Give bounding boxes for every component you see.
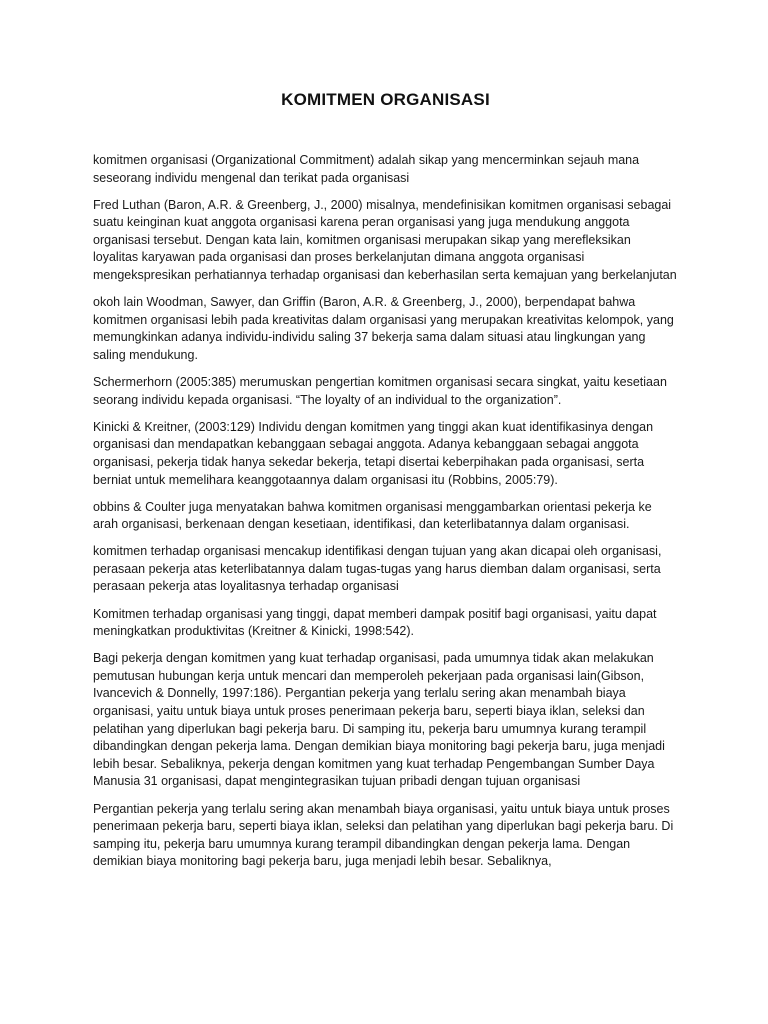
paragraph-fred-luthan: Fred Luthan (Baron, A.R. & Greenberg, J., 2000) misalnya, mendefinisikan komitmen organisasi sebagai suatu keinginan kuat anggota organisasi karena peran organisasi yang juga mendukung anggota organisasi tersebut. Dengan kata lain, komitmen organisasi merupakan sikap yang merefleksikan loyalitas karyawan pada organisasi dan proses berkelanjutan dimana anggota organisasi mengekspresikan perhatiannya terhadap organisasi dan keberhasilan serta kemajuan yang berkelanjutan bbox=[93, 197, 677, 283]
paragraph-identification: komitmen terhadap organisasi mencakup identifikasi dengan tujuan yang akan dicapai oleh organisasi, perasaan pekerja atas keterlibatannya dalam tugas-tugas yang harus diemban dalam organisasi, serta perasaan pekerja atas loyalitasnya terhadap organisasi bbox=[93, 544, 662, 594]
paragraph-woodman: okoh lain Woodman, Sawyer, dan Griffin (Baron, A.R. & Greenberg, J., 2000), berpendapat bahwa komitmen organisasi lebih pada kreativitas dalam organisasi yang merupakan kreativitas kelompok, yang memungkinkan adanya individu-individu saling 37 bekerja sama dalam situasi atau lingkungan yang saling mendukung. bbox=[93, 295, 674, 362]
paragraph-definition: komitmen organisasi (Organizational Commitment) adalah sikap yang mencerminkan sejauh mana seseorang individu mengenal dan terikat pada organisasi bbox=[93, 153, 640, 185]
paragraph-schermerhorn: Schermerhorn (2005:385) merumuskan pengertian komitmen organisasi secara singkat, yaitu kesetiaan seorang individu kepada organisasi. “The loyalty of an individual to the organization”. bbox=[93, 375, 667, 407]
paragraph-high-commitment: Komitmen terhadap organisasi yang tinggi, dapat memberi dampak positif bagi organisasi, yaitu dapat meningkatkan produktivitas (Kreitner & Kinicki, 1998:542). bbox=[93, 606, 657, 639]
paragraph-robbins-coulter: obbins & Coulter juga menyatakan bahwa komitmen organisasi menggambarkan orientasi pekerja ke arah organisasi, berkenaan dengan kesetiaan, identifikasi, dan keterlibatannya dalam organisasi. bbox=[93, 499, 652, 532]
paragraph-turnover: Pergantian pekerja yang terlalu sering akan menambah biaya organisasi, yaitu untuk biaya untuk proses penerimaan pekerja baru, seperti biaya iklan, seleksi dan pelatihan yang diperlukan bagi pekerja baru. Di samping itu, pekerja baru umumnya kurang terampil dibandingkan dengan pekerja lama. Dengan demikian biaya monitoring bagi pekerja baru, juga menjadi lebih besar. Sebaliknya, bbox=[93, 801, 674, 869]
paragraph-strong-commitment: Bagi pekerja dengan komitmen yang kuat terhadap organisasi, pada umumnya tidak akan melakukan pemutusan hubungan kerja untuk mencari dan memperoleh pekerjaan pada organisasi lain(Gibson, Ivancevich & Donnelly, 1997:186). Pergantian pekerja yang terlalu sering akan menambah biaya organisasi, yaitu untuk biaya untuk proses penerimaan pekerja baru, seperti biaya iklan, seleksi dan pelatihan yang diperlukan bagi pekerja baru. Di samping itu, pekerja baru umumnya kurang terampil dibandingkan dengan pekerja lama. Dengan demikian biaya monitoring bagi pekerja baru, juga menjadi lebih besar. Sebaliknya, pekerja dengan komitmen yang kuat terhadap Pengembangan Sumber Daya Manusia 31 organisasi, dapat mengintegrasikan tujuan pribadi dengan tujuan organisasi bbox=[93, 651, 665, 789]
paragraph-kinicki-kreitner: Kinicki & Kreitner, (2003:129) Individu dengan komitmen yang tinggi akan kuat identifikasinya dengan organisasi dan mendapatkan kebanggaan sebagai anggota. Adanya kebanggaan sebagai anggota organisasi, pekerja tidak hanya sekedar bekerja, tetapi disertai keberpihakan pada organisasi, serta berniat untuk memelihara keanggotaannya dalam organisasi itu (Robbins, 2005:79). bbox=[93, 419, 654, 487]
document-title: KOMITMEN ORGANISASI bbox=[281, 90, 490, 109]
